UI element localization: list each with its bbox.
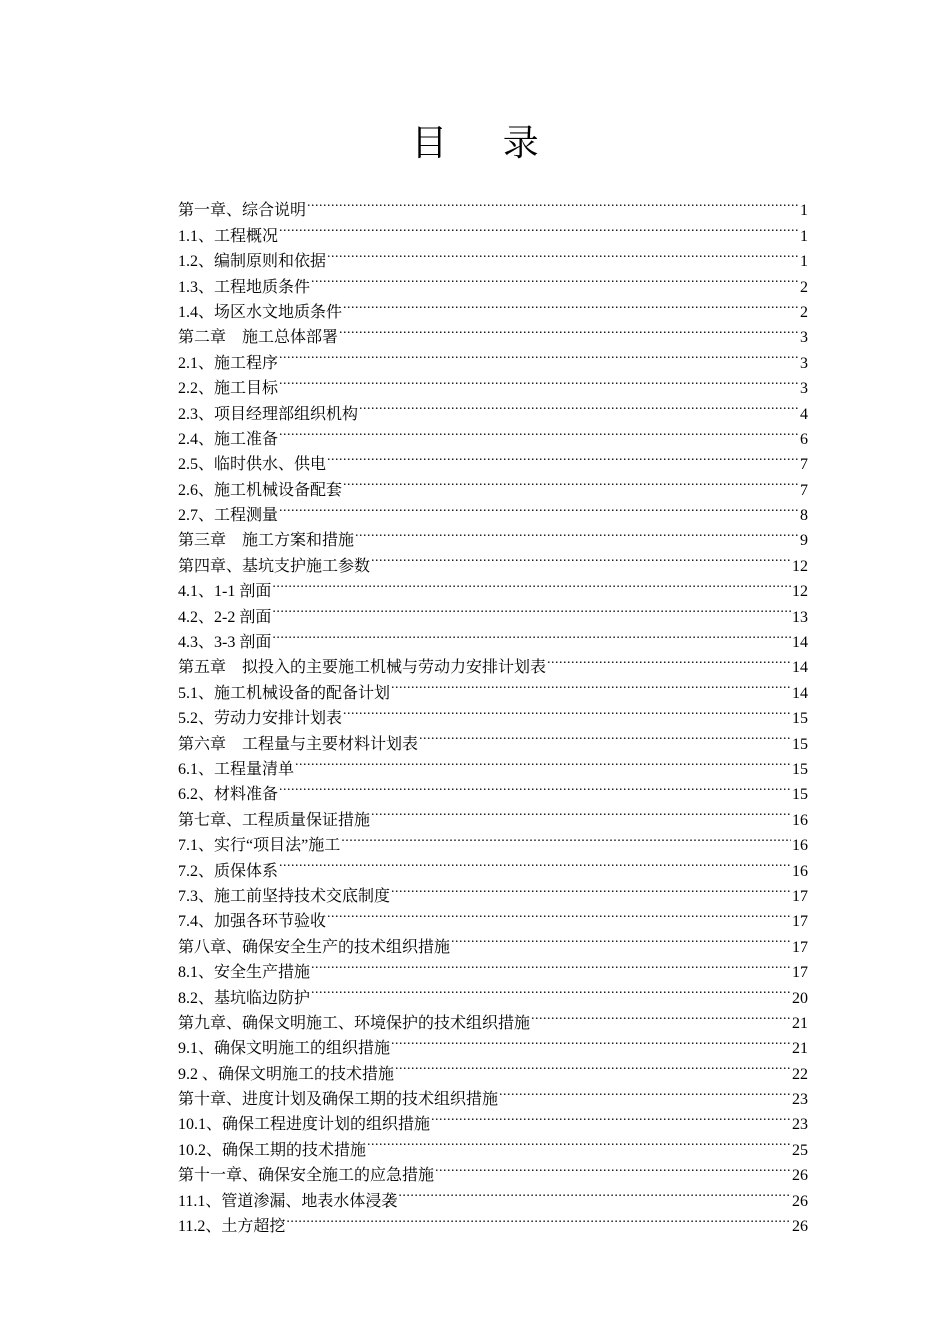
dot-leader (327, 901, 791, 926)
toc-entry-title: 6.1、工程量清单 (178, 760, 295, 778)
toc-entry-title: 2.7、工程测量 (178, 507, 279, 525)
toc-entry[interactable] (178, 571, 808, 601)
dot-leader (343, 292, 799, 317)
dot-leader (286, 1206, 791, 1231)
toc-entry-page-number: 15 (792, 760, 808, 778)
dot-leader (279, 850, 791, 875)
dot-leader (343, 698, 791, 723)
toc-entry-title: 第十一章、确保安全施工的应急措施 (178, 1167, 435, 1185)
toc-entry-title: 7.2、质保体系 (178, 862, 279, 880)
toc-entry-page-number: 1 (800, 202, 808, 220)
toc-entry-title: 2.2、施工目标 (178, 380, 279, 398)
dot-leader (311, 266, 799, 291)
toc-entry-title: 4.3、3-3 剖面 (178, 634, 272, 652)
toc-entry-page-number: 15 (792, 735, 808, 753)
dot-leader (279, 419, 799, 444)
dot-leader (431, 1104, 791, 1129)
dot-leader (435, 1155, 791, 1180)
toc-entry-title: 第一章、综合说明 (178, 202, 307, 220)
dot-leader (327, 241, 799, 266)
toc-entry[interactable] (178, 596, 808, 626)
toc-entry-page-number: 7 (800, 481, 808, 499)
dot-leader (327, 444, 799, 469)
dot-leader (391, 1028, 791, 1053)
dot-leader (499, 1079, 791, 1104)
dot-leader (279, 368, 799, 393)
toc-entry-page-number: 3 (800, 329, 808, 347)
toc-entry-page-number: 4 (800, 405, 808, 423)
toc-entry-page-number: 12 (792, 557, 808, 575)
toc-entry-title: 11.1、管道渗漏、地表水体浸袭 (178, 1192, 398, 1210)
dot-leader (279, 215, 799, 240)
toc-entry-title: 第八章、确保安全生产的技术组织措施 (178, 938, 451, 956)
toc-entry-title: 4.1、1-1 剖面 (178, 583, 272, 601)
toc-entry-page-number: 16 (792, 837, 808, 855)
dot-leader (295, 749, 791, 774)
toc-entry-title: 2.1、施工程序 (178, 354, 279, 372)
dot-leader (391, 876, 791, 901)
toc-entry-title: 第二章 施工总体部署 (178, 329, 339, 347)
dot-leader (355, 520, 799, 545)
toc-entry-page-number: 14 (792, 659, 808, 677)
toc-entry-page-number: 14 (792, 684, 808, 702)
toc-entry-title: 4.2、2-2 剖面 (178, 608, 272, 626)
toc-entry-page-number: 1 (800, 227, 808, 245)
toc-entry-title: 1.2、编制原则和依据 (178, 253, 327, 271)
toc-entry-page-number: 22 (792, 1065, 808, 1083)
toc-entry-page-number: 16 (792, 811, 808, 829)
dot-leader (307, 190, 799, 215)
dot-leader (359, 393, 799, 418)
toc-entry-title: 7.1、实行“项目法”施工 (178, 837, 341, 855)
toc-entry-title: 第九章、确保文明施工、环境保护的技术组织措施 (178, 1014, 531, 1032)
toc-entry-page-number: 3 (800, 354, 808, 372)
dot-leader (279, 495, 799, 520)
dot-leader (272, 622, 791, 647)
dot-leader (451, 926, 791, 951)
toc-entry-page-number: 15 (792, 786, 808, 804)
toc-entry-title: 2.4、施工准备 (178, 430, 279, 448)
toc-entry-page-number: 15 (792, 710, 808, 728)
dot-leader (341, 825, 791, 850)
dot-leader (395, 1053, 791, 1078)
toc-entry-title: 2.3、项目经理部组织机构 (178, 405, 359, 423)
toc-entry-title: 第五章 拟投入的主要施工机械与劳动力安排计划表 (178, 659, 547, 677)
dot-leader (547, 647, 791, 672)
toc-entry-page-number: 17 (792, 964, 808, 982)
dot-leader (531, 1003, 791, 1028)
toc-entry-page-number: 26 (792, 1192, 808, 1210)
toc-entry-page-number: 23 (792, 1116, 808, 1134)
toc-entry-title: 6.2、材料准备 (178, 786, 279, 804)
toc-entry-page-number: 21 (792, 1040, 808, 1058)
toc-entry-page-number: 16 (792, 862, 808, 880)
toc-entry[interactable] (178, 190, 808, 220)
dot-leader (371, 799, 791, 824)
dot-leader (311, 977, 791, 1002)
toc-entry-page-number: 2 (800, 303, 808, 321)
toc-entry-title: 7.4、加强各环节验收 (178, 913, 327, 931)
dot-leader (272, 571, 791, 596)
toc-entry-page-number: 8 (800, 507, 808, 525)
toc-entry-title: 8.2、基坑临边防护 (178, 989, 311, 1007)
toc-entry-title: 7.3、施工前坚持技术交底制度 (178, 887, 391, 905)
toc-entry-title: 第十章、进度计划及确保工期的技术组织措施 (178, 1091, 499, 1109)
toc-entry-page-number: 9 (800, 532, 808, 550)
toc-entry-page-number: 20 (792, 989, 808, 1007)
toc-entry-page-number: 17 (792, 938, 808, 956)
toc-entry-title: 第三章 施工方案和措施 (178, 532, 355, 550)
toc-entry-page-number: 2 (800, 278, 808, 296)
toc-entry-page-number: 23 (792, 1091, 808, 1109)
toc-entry-page-number: 17 (792, 887, 808, 905)
toc-entry-title: 11.2、土方超挖 (178, 1218, 286, 1236)
dot-leader (371, 545, 791, 570)
toc-entry-title: 第六章 工程量与主要材料计划表 (178, 735, 419, 753)
toc-entry-title: 9.1、确保文明施工的组织措施 (178, 1040, 391, 1058)
toc-entry-title: 2.5、临时供水、供电 (178, 456, 327, 474)
toc-entry-page-number: 1 (800, 253, 808, 271)
toc-entry-title: 第七章、工程质量保证措施 (178, 811, 371, 829)
dot-leader (367, 1129, 791, 1154)
toc-entry-page-number: 12 (792, 583, 808, 601)
dot-leader (398, 1180, 791, 1205)
toc-entry-page-number: 13 (792, 608, 808, 626)
toc-entry-title: 5.2、劳动力安排计划表 (178, 710, 343, 728)
toc-entry-title: 9.2 、确保文明施工的技术措施 (178, 1065, 395, 1083)
toc-entry-page-number: 7 (800, 456, 808, 474)
dot-leader (272, 596, 791, 621)
toc-entry-page-number: 26 (792, 1218, 808, 1236)
toc-entry-title: 1.3、工程地质条件 (178, 278, 311, 296)
toc-entry-page-number: 17 (792, 913, 808, 931)
toc-entry-title: 1.1、工程概况 (178, 227, 279, 245)
toc-entry-title: 2.6、施工机械设备配套 (178, 481, 343, 499)
toc-entry-title: 10.2、确保工期的技术措施 (178, 1141, 367, 1159)
toc-entry-title: 10.1、确保工程进度计划的组织措施 (178, 1116, 431, 1134)
dot-leader (279, 774, 791, 799)
toc-entry-title: 8.1、安全生产措施 (178, 964, 311, 982)
toc-entry-title: 5.1、施工机械设备的配备计划 (178, 684, 391, 702)
toc-entry-page-number: 25 (792, 1141, 808, 1159)
dot-leader (311, 952, 791, 977)
toc-entry-title: 第四章、基坑支护施工参数 (178, 557, 371, 575)
dot-leader (343, 469, 799, 494)
toc-entry[interactable] (178, 622, 808, 652)
toc-entry-title: 1.4、场区水文地质条件 (178, 303, 343, 321)
dot-leader (391, 672, 791, 697)
toc-entry-page-number: 26 (792, 1167, 808, 1185)
table-of-contents (178, 190, 808, 1236)
dot-leader (339, 317, 799, 342)
toc-entry-page-number: 6 (800, 430, 808, 448)
toc-entry-page-number: 14 (792, 634, 808, 652)
dot-leader (279, 342, 799, 367)
toc-entry-page-number: 3 (800, 380, 808, 398)
page-title: 目 录 (411, 123, 561, 164)
toc-entry[interactable] (178, 647, 808, 677)
toc-entry-page-number: 21 (792, 1014, 808, 1032)
dot-leader (419, 723, 791, 748)
